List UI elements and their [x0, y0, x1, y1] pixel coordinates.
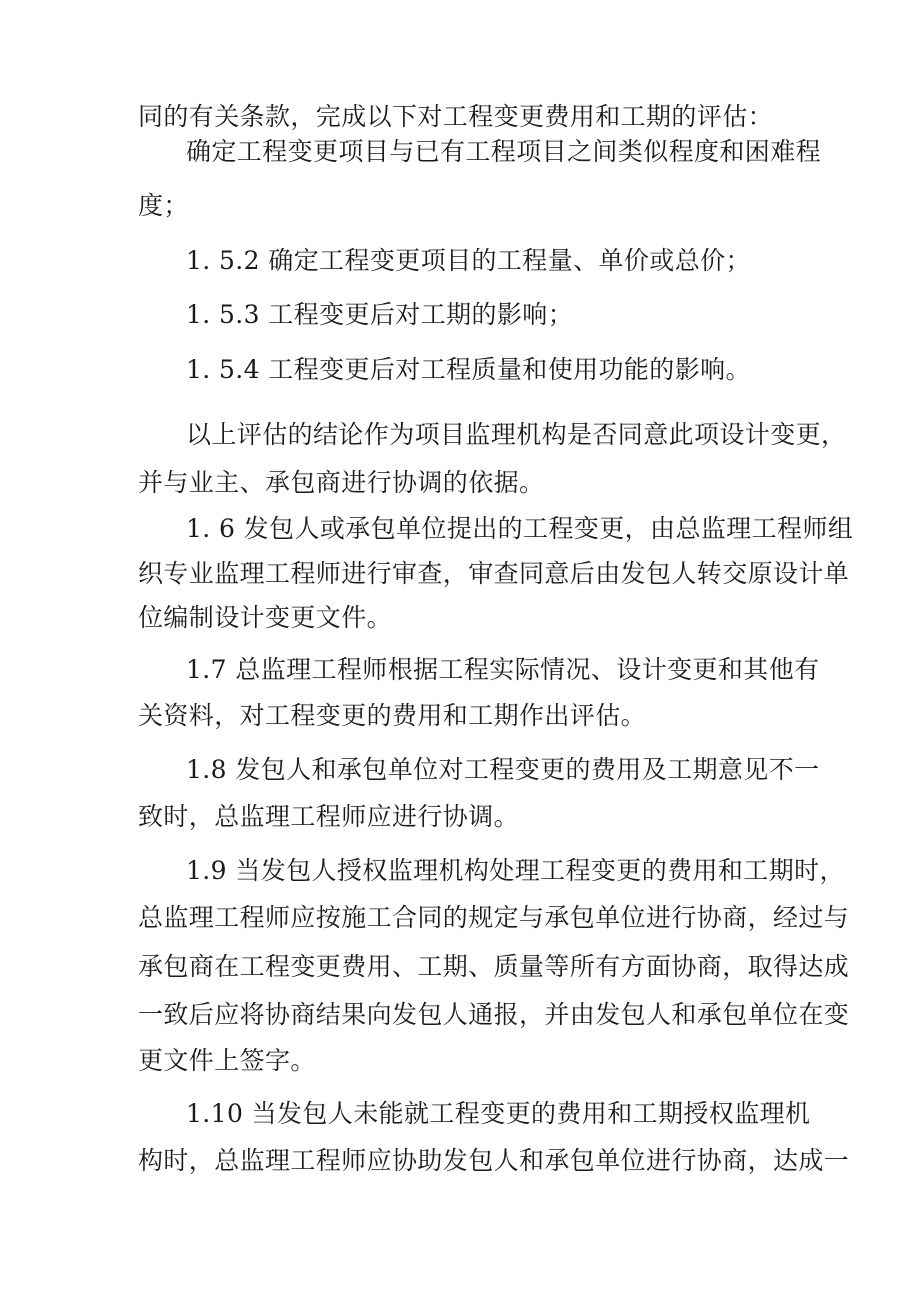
text-line: 1. 5.3 工程变更后对工期的影响； [186, 300, 574, 329]
text-line: 更文件上签字。 [138, 1046, 316, 1075]
text-line: 确定工程变更项目与已有工程项目之间类似程度和困难程 [186, 137, 822, 166]
text-line: 1.8 发包人和承包单位对工程变更的费用及工期意见不一 [186, 755, 820, 784]
text-line: 1.9 当发包人授权监理机构处理工程变更的费用和工期时， [186, 856, 845, 885]
text-line: 1. 5.2 确定工程变更项目的工程量、单价或总价； [186, 246, 751, 275]
text-line: 位编制设计变更文件。 [138, 603, 393, 632]
text-line: 同的有关条款，完成以下对工程变更费用和工期的评估： [138, 102, 774, 131]
text-line: 总监理工程师应按施工合同的规定与承包单位进行协商，经过与 [138, 903, 850, 932]
text-line: 1.10 当发包人未能就工程变更的费用和工期授权监理机 [186, 1099, 811, 1128]
text-line: 关资料，对工程变更的费用和工期作出评估。 [138, 701, 647, 730]
text-line: 并与业主、承包商进行协调的依据。 [138, 468, 545, 497]
text-line: 以上评估的结论作为项目监理机构是否同意此项设计变更， [186, 420, 847, 449]
text-line: 致时，总监理工程师应进行协调。 [138, 802, 520, 831]
text-line: 1.7 总监理工程师根据工程实际情况、设计变更和其他有 [186, 655, 820, 684]
text-line: 承包商在工程变更费用、工期、质量等所有方面协商，取得达成 [138, 952, 850, 981]
text-line: 度； [138, 191, 189, 220]
text-line: 一致后应将协商结果向发包人通报，并由发包人和承包单位在变 [138, 1000, 850, 1029]
text-line: 构时，总监理工程师应协助发包人和承包单位进行协商，达成一 [138, 1146, 850, 1175]
text-line: 1. 6 发包人或承包单位提出的工程变更，由总监理工程师组 [186, 514, 854, 543]
text-line: 织专业监理工程师进行审查，审查同意后由发包人转交原设计单 [138, 559, 850, 588]
text-line: 1. 5.4 工程变更后对工程质量和使用功能的影响。 [186, 355, 751, 384]
